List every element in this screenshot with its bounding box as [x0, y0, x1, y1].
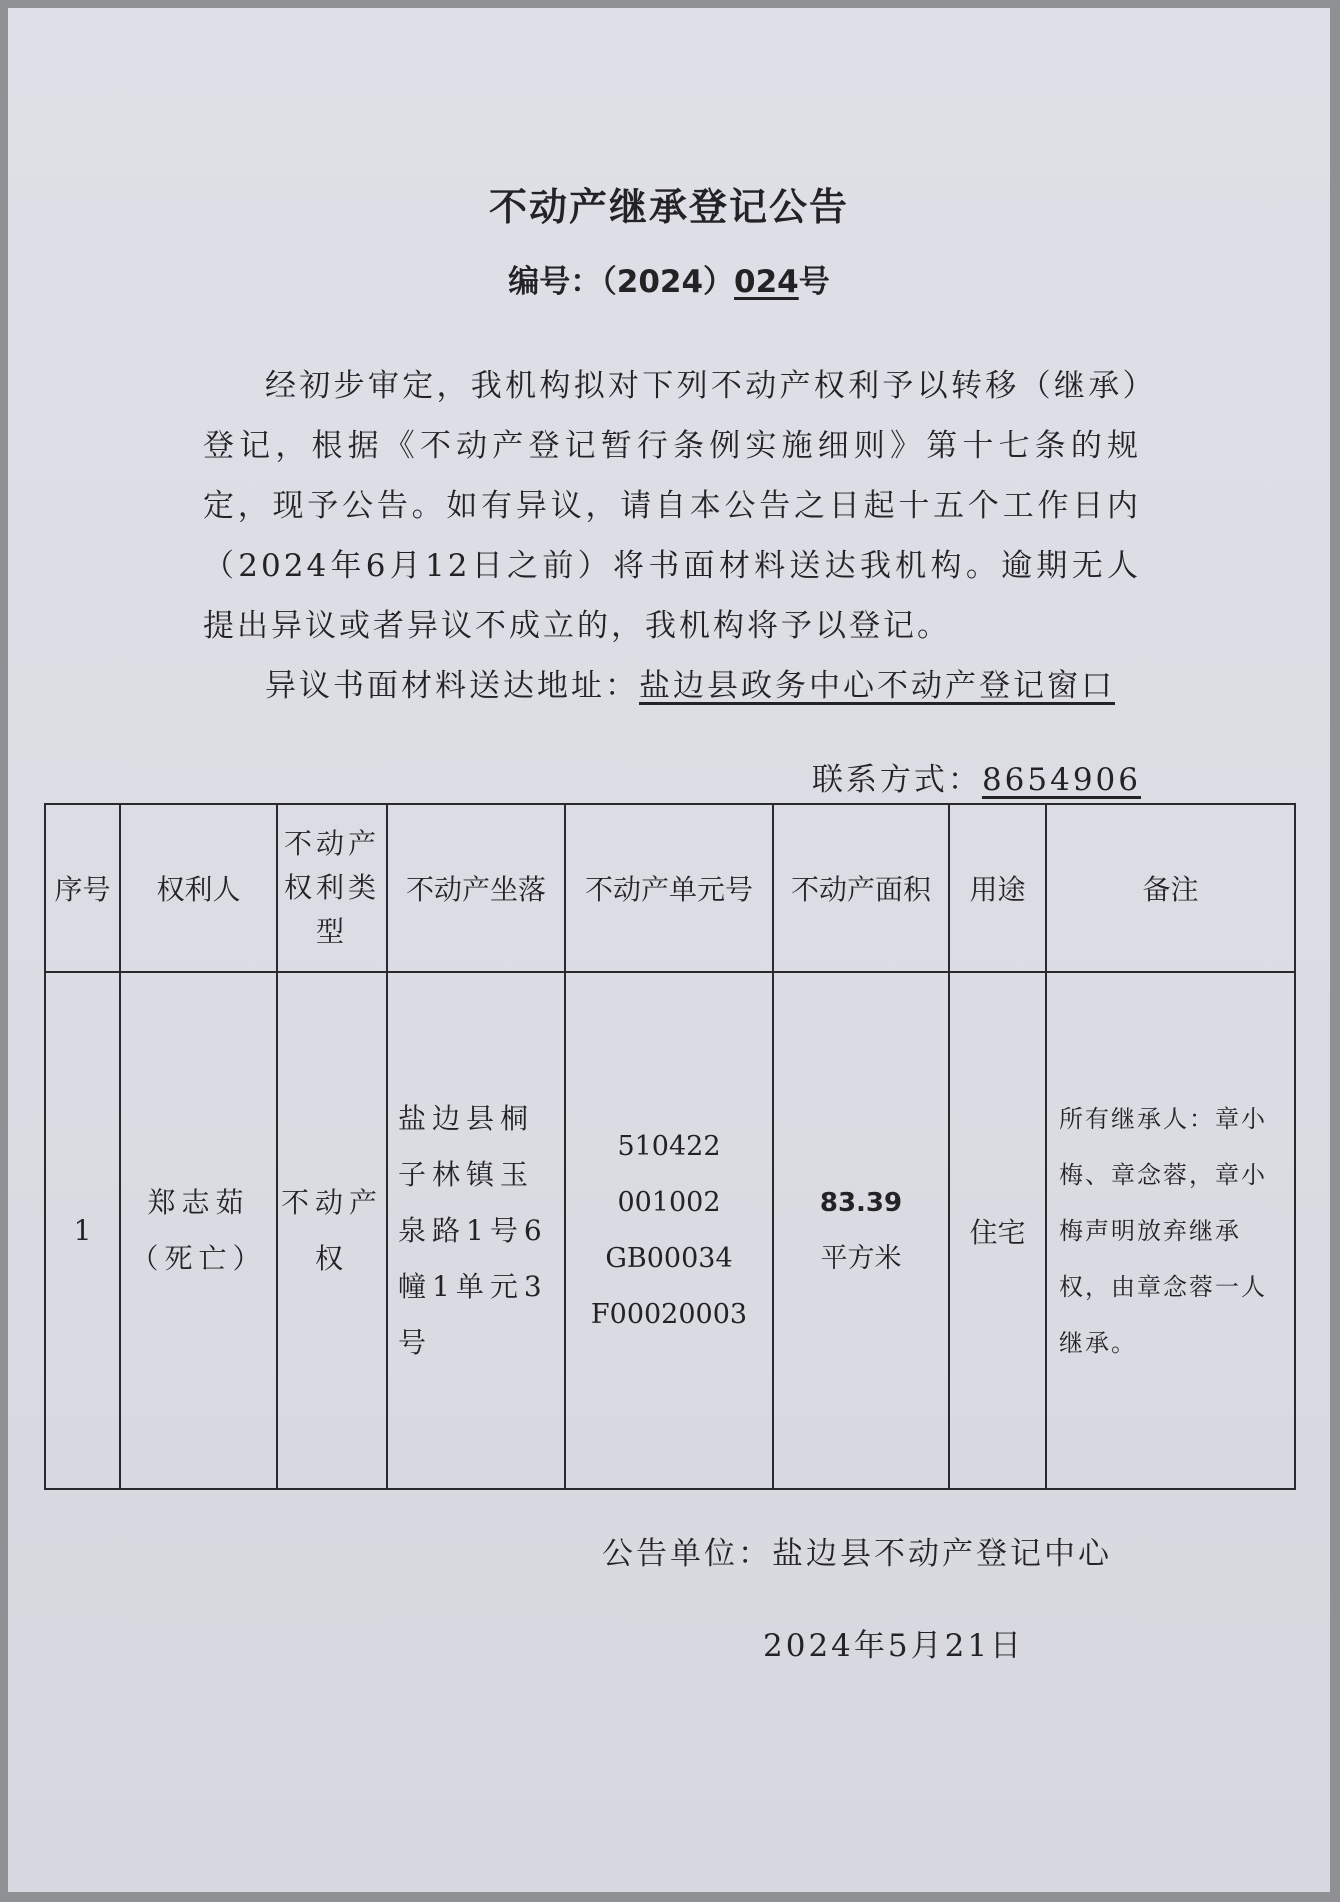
holder-name: 郑志茹 — [147, 1185, 250, 1219]
document-number-prefix: 编号：（2024） — [508, 264, 735, 300]
notice-title: 不动产继承登记公告 — [488, 185, 849, 229]
table-header-row — [45, 804, 1295, 972]
issuer-value: 盐边县不动产登记中心 — [772, 1536, 1112, 1572]
contact-value: 8654906 — [981, 762, 1141, 798]
document-page — [8, 8, 1330, 1892]
header-location: 不动产坐落 — [387, 804, 565, 972]
address-value: 盐边县政务中心不动产登记窗口 — [639, 668, 1115, 704]
address-label: 异议书面材料送达地址： — [265, 668, 639, 704]
objection-address — [203, 656, 1141, 716]
notice-paragraph: 经初步审定，我机构拟对下列不动产权利予以转移（继承）登记，根据《不动产登记暂行条例实施细则》第十七条的规定，现予公告。如有异议，请自本公告之日起十五个工作日内（2024年6月12日之前）将书面材料送达我机构。逾期无人提出异议或者异议不成立的，我机构将予以登记。 — [203, 368, 1141, 644]
header-area: 不动产面积 — [773, 804, 949, 972]
document-number — [8, 256, 1330, 301]
issuer — [602, 1528, 1112, 1573]
header-remarks: 备注 — [1046, 804, 1295, 972]
area-unit: 平方米 — [820, 1242, 902, 1274]
unit-no-line: 510422 — [617, 1130, 721, 1162]
unit-no-line: F00020003 — [590, 1298, 748, 1330]
issuer-label: 公告单位： — [602, 1536, 772, 1572]
document-number-value: 024 — [734, 264, 799, 300]
table-row — [45, 972, 1295, 1489]
header-right-type: 不动产权利类型 — [277, 804, 387, 972]
contact-info — [812, 754, 1141, 799]
cell-holder — [120, 972, 277, 1489]
cell-right-type: 不动产权 — [277, 972, 387, 1489]
area-value: 83.39 — [819, 1187, 903, 1218]
cell-remarks: 所有继承人：章小梅、章念蓉，章小梅声明放弃继承权，由章念蓉一人继承。 — [1046, 972, 1295, 1489]
notice-date: 2024年5月21日 — [763, 1628, 1025, 1664]
property-table — [44, 803, 1296, 1490]
header-unit-no: 不动产单元号 — [565, 804, 773, 972]
notice-body — [203, 356, 1141, 716]
cell-seq: 1 — [45, 972, 120, 1489]
cell-usage: 住宅 — [949, 972, 1046, 1489]
holder-status: （死亡） — [130, 1241, 267, 1275]
cell-location: 盐边县桐子林镇玉泉路1号6幢1单元3号 — [387, 972, 565, 1489]
unit-no-line: 001002 — [617, 1186, 721, 1218]
contact-label: 联系方式： — [811, 762, 982, 798]
cell-unit-no — [565, 972, 773, 1489]
header-seq: 序号 — [45, 804, 120, 972]
header-usage: 用途 — [949, 804, 1046, 972]
cell-area — [773, 972, 949, 1489]
header-holder: 权利人 — [120, 804, 277, 972]
document-number-suffix: 号 — [798, 264, 830, 300]
unit-no-line: GB00034 — [605, 1242, 733, 1274]
